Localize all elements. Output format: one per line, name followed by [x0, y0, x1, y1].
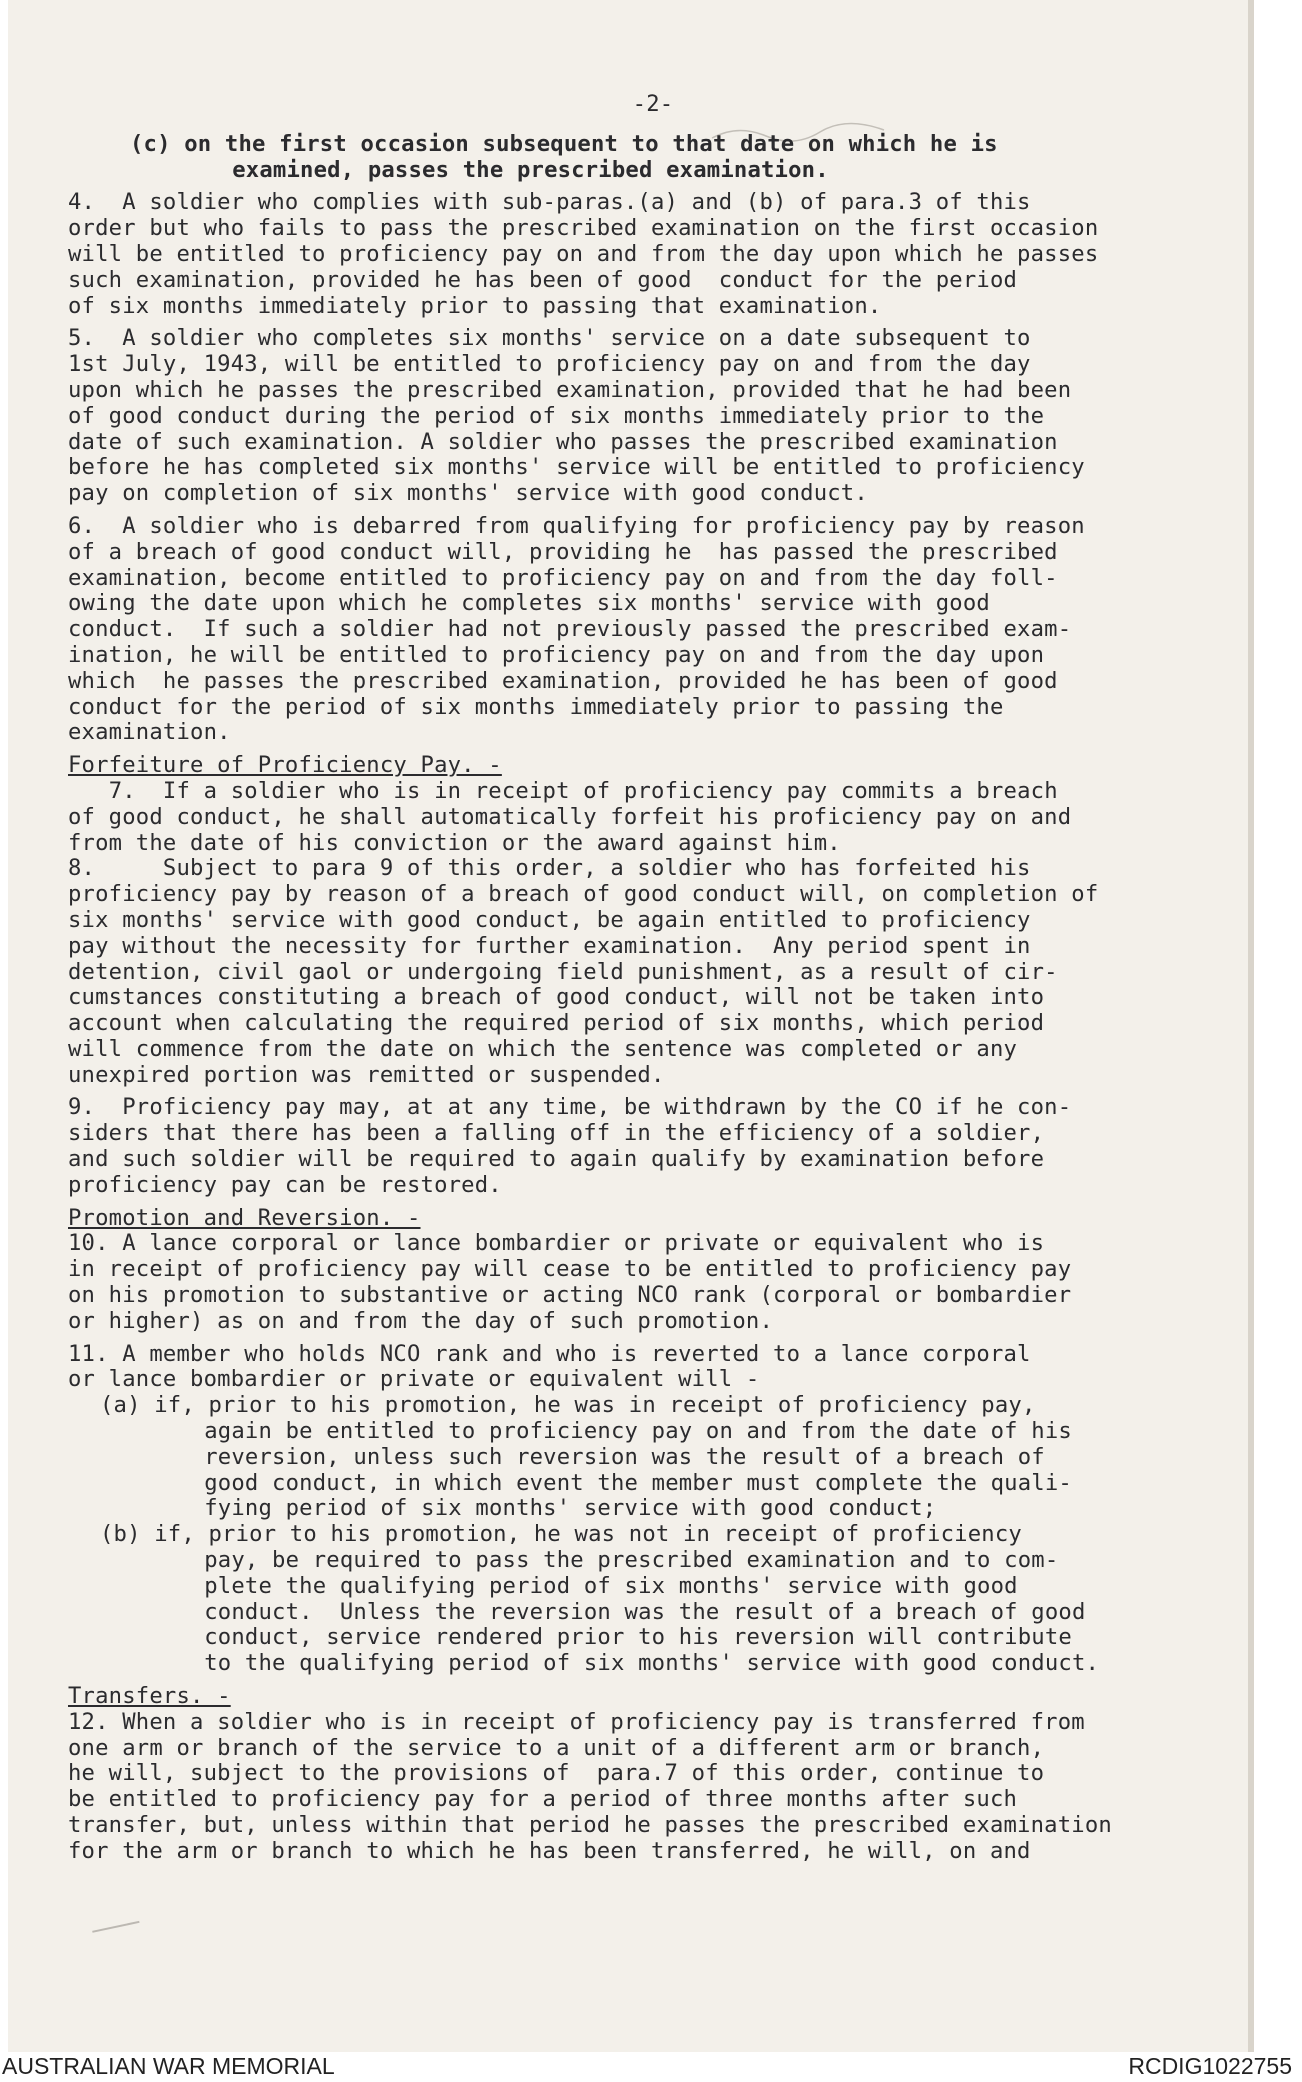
- archive-footer: [0, 2052, 1302, 2082]
- section-heading-forfeiture: Forfeiture of Proficiency Pay. -: [68, 752, 502, 779]
- paragraph-11b: (b) if, prior to his promotion, he was not in receipt of proficiency pay, be required to pass the prescribed examination and to com- plete the qualifying period of six months' service with good conduct. Unless the reversion was the result of a breach of good conduct, service rendered prior to his reversion will contribute to the qualifying period of six months' service with good conduct.: [100, 1521, 1100, 1677]
- paragraph-10: 10. A lance corporal or lance bombardier or private or equivalent who is in receipt of proficiency pay will cease to be entitled to proficiency pay on his promotion to substantive or acting NCO rank (corporal or bombardier or higher) as on and from the day of such promotion.: [68, 1230, 1072, 1334]
- paragraph-8: 8. Subject to para 9 of this order, a soldier who has forfeited his proficiency pay by reason of a breach of good conduct will, on completion of six months' service with good conduct, be again entitled to proficiency pay without the necessity for further examination. Any period spent in detention, civil gaol or undergoing field punishment, as a result of cir- cumstances constituting a breach of good conduct, will not be taken into account when calculating the required period of six months, which period will commence from the date on which the sentence was completed or any unexpired portion was remitted or suspended.: [68, 855, 1099, 1088]
- paragraph-7: 7. If a soldier who is in receipt of proficiency pay commits a breach of good conduct, he shall automatically forfeit his proficiency pay on and from the date of his conviction or the award against him.: [68, 777, 1072, 856]
- section-heading-promotion: Promotion and Reversion. -: [68, 1204, 421, 1231]
- paragraph-11: 11. A member who holds NCO rank and who is reverted to a lance corporal or lance bombardier or private or equivalent will -: [68, 1340, 1031, 1393]
- section-heading-transfers: Transfers. -: [68, 1683, 231, 1710]
- paragraph-9: 9. Proficiency pay may, at at any time, be withdrawn by the CO if he con- siders that there has been a falling off in the efficiency of a soldier, and such soldier will be required to again qualify by examination before proficiency pay can be restored.: [68, 1094, 1072, 1198]
- paragraph-3c: (c) on the first occasion subsequent to that date on which he is examined, passes the prescribed examination.: [130, 130, 998, 183]
- paragraph-5: 5. A soldier who completes six months' service on a date subsequent to 1st July, 1943, will be entitled to proficiency pay on and from the day upon which he passes the prescribed examination, provided that he had been of good conduct during the period of six months immediately prior to the date of such examination. A soldier who passes the prescribed examination before he has completed six months' service will be entitled to proficiency pay on completion of six months' service with good conduct.: [68, 325, 1085, 507]
- document-page: [8, 0, 1254, 2052]
- paragraph-4: 4. A soldier who complies with sub-paras.(a) and (b) of para.3 of this order but who fails to pass the prescribed examination on the first occasion will be entitled to proficiency pay on and from the day upon which he passes such examination, provided he has been of good conduct for the period of six months immediately prior to passing that examination.: [68, 189, 1099, 319]
- document-body: [68, 92, 1238, 1865]
- archive-name: AUSTRALIAN WAR MEMORIAL: [2, 2053, 335, 2079]
- paragraph-12: 12. When a soldier who is in receipt of proficiency pay is transferred from one arm or branch of the service to a unit of a different arm or branch, he will, subject to the provisions of para.7 of this order, continue to be entitled to proficiency pay for a period of three months after such transfer, but, unless within that period he passes the prescribed examination for the arm or branch to which he has been transferred, he will, on and: [68, 1708, 1112, 1864]
- pencil-mark: [88, 1903, 139, 1933]
- page-number: -2-: [632, 91, 674, 117]
- paragraph-6: 6. A soldier who is debarred from qualifying for proficiency pay by reason of a breach of good conduct will, providing he has passed the prescribed examination, become entitled to proficiency pay on and from the day foll- owing the date upon which he completes six months' service with good conduct. If such a soldier had not previously passed the prescribed exam- ination, he will be entitled to proficiency pay on and from the day upon which he passes the prescribed examination, provided he has been of good conduct for the period of six months immediately prior to passing the examination.: [68, 512, 1085, 746]
- archive-reference: RCDIG1022755: [1128, 2053, 1292, 2079]
- paragraph-11a: (a) if, prior to his promotion, he was in receipt of proficiency pay, again be entitled to proficiency pay on and from the date of his reversion, unless such reversion was the result of a breach of good conduct, in which event the member must complete the quali- fying period of six months' service with good conduct;: [100, 1392, 1072, 1522]
